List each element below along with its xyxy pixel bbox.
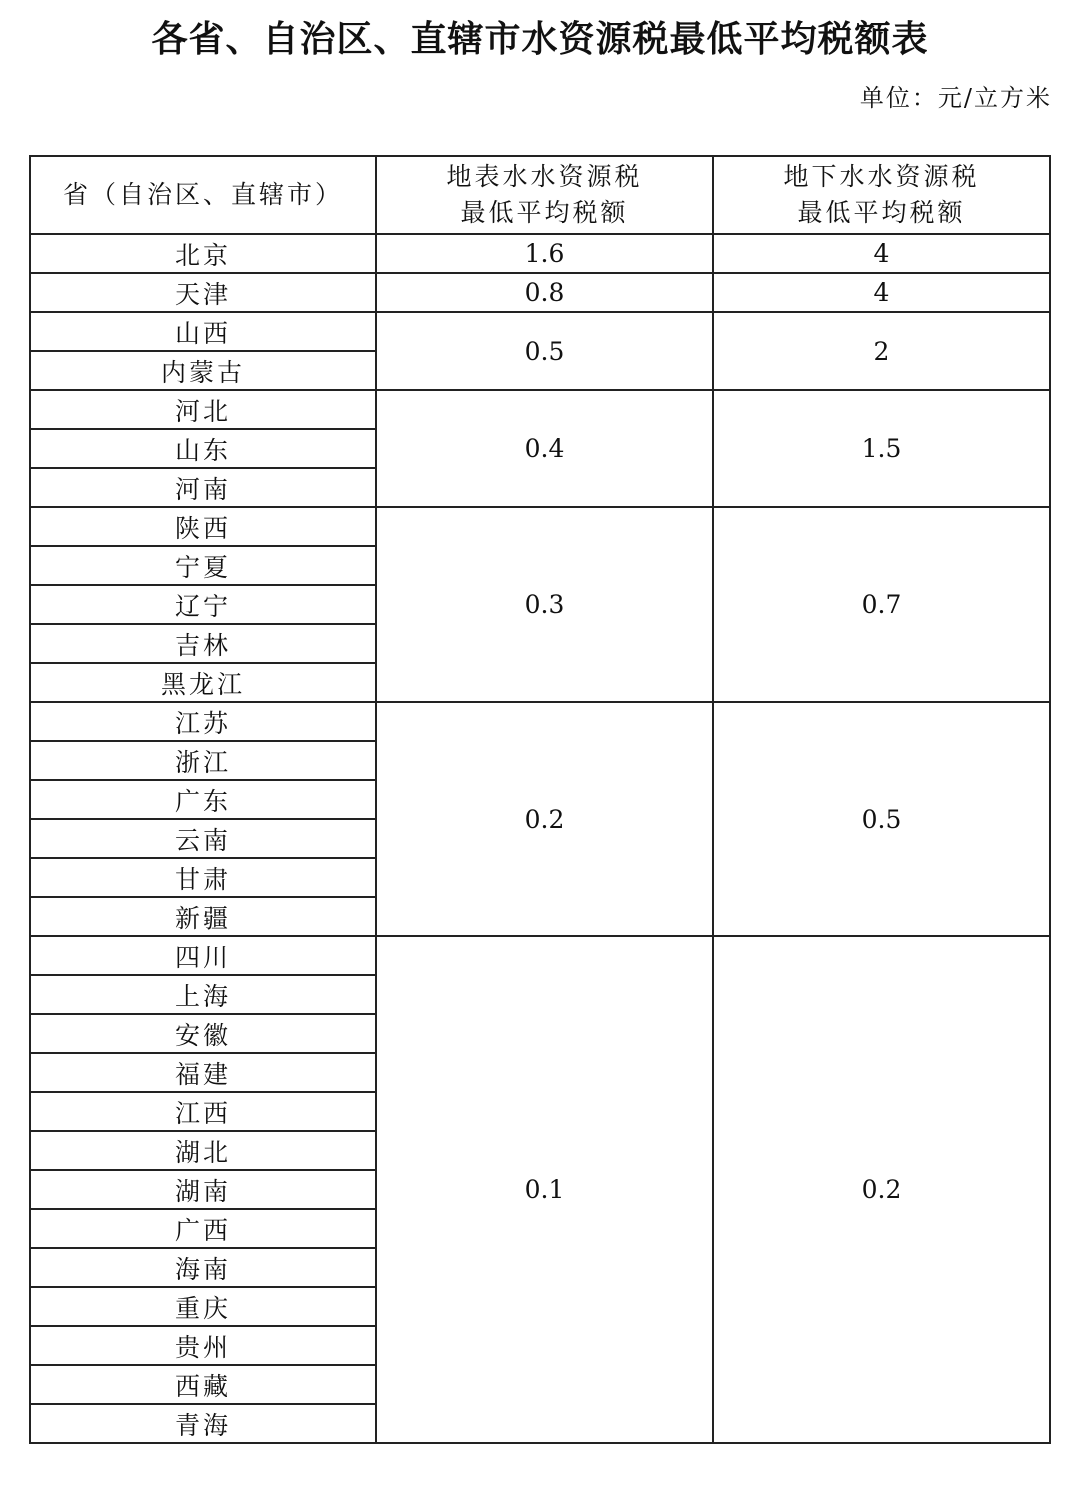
province-cell: 重庆	[30, 1287, 376, 1326]
province-cell: 广西	[30, 1209, 376, 1248]
header-province-label: 省（自治区、直辖市）	[62, 180, 343, 209]
province-cell: 天津	[30, 273, 376, 312]
surface-tax-cell: 0.1	[376, 936, 713, 1443]
tax-table	[29, 155, 1051, 1444]
province-cell: 新疆	[30, 897, 376, 936]
surface-tax-cell: 0.4	[376, 390, 713, 507]
ground-tax-cell: 2	[713, 312, 1050, 390]
province-cell: 山西	[30, 312, 376, 351]
province-cell: 辽宁	[30, 585, 376, 624]
table-row	[30, 507, 1050, 546]
surface-tax-cell: 0.5	[376, 312, 713, 390]
ground-tax-cell: 0.2	[713, 936, 1050, 1443]
province-cell: 湖北	[30, 1131, 376, 1170]
table-row	[30, 234, 1050, 273]
table-row	[30, 312, 1050, 351]
province-cell: 江西	[30, 1092, 376, 1131]
province-cell: 福建	[30, 1053, 376, 1092]
surface-tax-cell: 1.6	[376, 234, 713, 273]
ground-tax-cell: 0.7	[713, 507, 1050, 702]
table-row	[30, 390, 1050, 429]
header-surface-line2: 最低平均税额	[460, 198, 629, 227]
document-title: 各省、自治区、直辖市水资源税最低平均税额表	[151, 19, 929, 60]
ground-tax-cell: 4	[713, 273, 1050, 312]
province-cell: 河北	[30, 390, 376, 429]
surface-tax-cell: 0.2	[376, 702, 713, 936]
province-cell: 云南	[30, 819, 376, 858]
province-cell: 安徽	[30, 1014, 376, 1053]
ground-tax-cell: 0.5	[713, 702, 1050, 936]
province-cell: 吉林	[30, 624, 376, 663]
province-cell: 湖南	[30, 1170, 376, 1209]
province-cell: 宁夏	[30, 546, 376, 585]
ground-tax-cell: 1.5	[713, 390, 1050, 507]
province-cell: 陕西	[30, 507, 376, 546]
header-surface-line1: 地表水水资源税	[446, 162, 643, 191]
province-cell: 山东	[30, 429, 376, 468]
province-cell: 青海	[30, 1404, 376, 1443]
province-cell: 西藏	[30, 1365, 376, 1404]
province-cell: 河南	[30, 468, 376, 507]
province-cell: 黑龙江	[30, 663, 376, 702]
table-header-row	[30, 156, 1050, 234]
table-row	[30, 702, 1050, 741]
province-cell: 甘肃	[30, 858, 376, 897]
province-cell: 北京	[30, 234, 376, 273]
header-ground-water	[713, 156, 1050, 234]
header-ground-line2: 最低平均税额	[797, 198, 966, 227]
province-cell: 贵州	[30, 1326, 376, 1365]
province-cell: 江苏	[30, 702, 376, 741]
ground-tax-cell: 4	[713, 234, 1050, 273]
unit-label: 单位：元/立方米	[859, 84, 1052, 112]
table-row	[30, 936, 1050, 975]
surface-tax-cell: 0.8	[376, 273, 713, 312]
surface-tax-cell: 0.3	[376, 507, 713, 702]
province-cell: 广东	[30, 780, 376, 819]
province-cell: 四川	[30, 936, 376, 975]
province-cell: 上海	[30, 975, 376, 1014]
province-cell: 内蒙古	[30, 351, 376, 390]
province-cell: 海南	[30, 1248, 376, 1287]
header-province	[30, 156, 376, 234]
header-ground-line1: 地下水水资源税	[783, 162, 980, 191]
table-row	[30, 273, 1050, 312]
header-surface-water	[376, 156, 713, 234]
province-cell: 浙江	[30, 741, 376, 780]
